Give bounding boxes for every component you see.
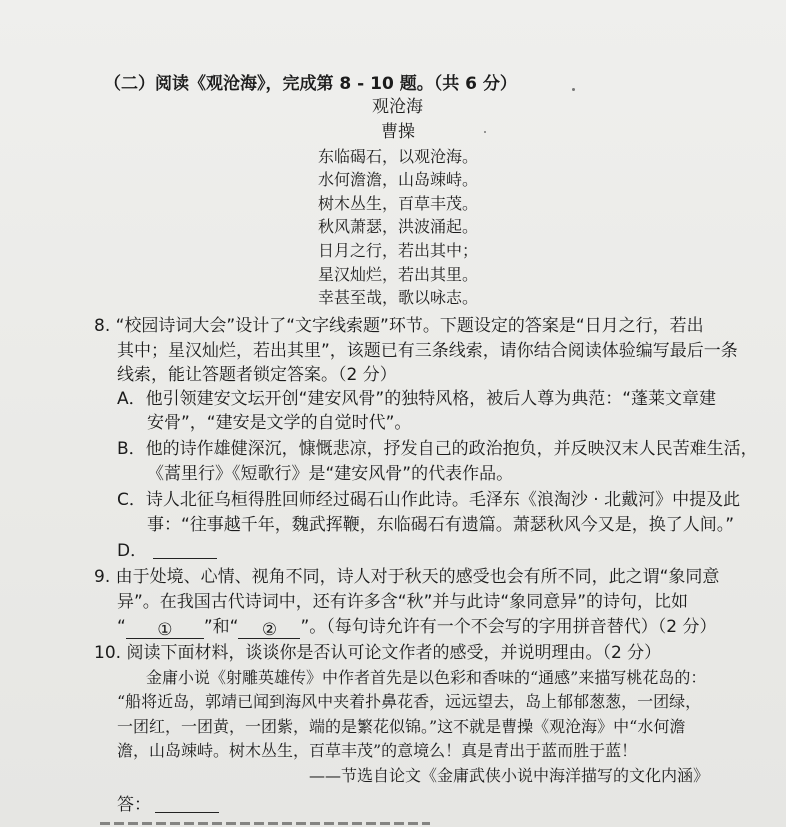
material-source: ——节选自论文《金庸武侠小说中海洋描写的文化内涵》 [309,766,710,785]
option-a: 安骨”，“建安是文学的自觉时代”。 [147,413,412,433]
option-c: 事：“往事越千年，魏武挥鞭，东临碣石有遗篇。萧瑟秋风今又是，换了人间。” [147,515,735,535]
poem-title: 观沧海 [372,97,423,117]
option-d-blank[interactable] [153,542,217,559]
section-heading: （二）阅读《观沧海》，完成第 8 - 10 题。（共 6 分） [104,74,517,94]
question-8-stem: 8. “校园诗词大会”设计了“文字线索题”环节。下题设定的答案是“日月之行，若出 [94,316,704,336]
answer-line [117,796,219,814]
option-a: A．他引领建安文坛开创“建安风骨”的独特风格，被后人尊为典范：“蓬莱文章建 [117,389,717,409]
material-line: 一团红，一团黄，一团紫，端的是繁花似锦。”这不就是曹操《观沧海》中“水何澹 [117,717,686,736]
option-c: C．诗人北征乌桓得胜回师经过碣石山作此诗。毛泽东《浪淘沙 · 北戴河》中提及此 [117,490,741,510]
poem-author: 曹操 [381,122,415,142]
speck [572,88,575,91]
option-b: B．他的诗作雄健深沉，慷慨悲凉，抒发自己的政治抱负，并反映汉末人民苦难生活， [117,439,758,459]
option-b: 《蒿里行》《短歌行》是“建安风骨”的代表作品。 [147,464,514,484]
question-10-stem: 10. 阅读下面材料，谈谈你是否认可论文作者的感受，并说明理由。（2 分） [94,643,662,663]
question-8-stem: 线索，能让答题者锁定答案。（2 分） [117,365,397,385]
option-d [117,542,217,560]
material-line: 金庸小说《射雕英雄传》中作者首先是以色彩和香味的“通感”来描写桃花岛的： [146,668,707,687]
question-8-stem: 其中；星汉灿烂，若出其里”，该题已有三条线索，请你结合阅读体验编写最后一条 [117,341,738,361]
poem-line: 树木丛生，百草丰茂。 [318,194,479,213]
poem-line: 幸甚至哉，歌以咏志。 [318,288,479,307]
poem-line: 日月之行，若出其中； [318,241,479,260]
poem-line: 星汉灿烂，若出其里。 [318,265,479,284]
question-9-stem: 9. 由于处境、心情、视角不同，诗人对于秋天的感受也会有所不同，此之谓“象同意 [94,567,720,587]
poem-line: 秋风萧瑟，洪波涌起。 [318,217,479,236]
blank-1[interactable]: ① [126,622,204,639]
material-line: “船将近岛，郭靖已闻到海风中夹着扑鼻花香，远远望去，岛上郁郁葱葱，一团绿， [117,692,702,711]
answer-blank[interactable] [155,796,219,813]
cut-off-next-heading [100,820,430,827]
question-9-blanks: “ ① ”和“ ② ”。（每句诗允许有一个不会写的字用拼音替代）（2 分） [117,617,717,640]
poem-line: 东临碣石，以观沧海。 [318,147,479,166]
blank-2[interactable]: ② [238,622,300,639]
poem-line: 水何澹澹，山岛竦峙。 [318,170,479,189]
question-9-stem: 异”。在我国古代诗词中，还有许多含“秋”并与此诗“象同意异”的诗句，比如 [117,592,689,612]
speck [484,131,486,133]
answer-label: 答： [117,795,151,815]
material-line: 澹，山岛竦峙。树木丛生，百草丰茂”的意境么！真是青出于蓝而胜于蓝！ [117,741,638,760]
option-d-label: D． [117,541,148,561]
